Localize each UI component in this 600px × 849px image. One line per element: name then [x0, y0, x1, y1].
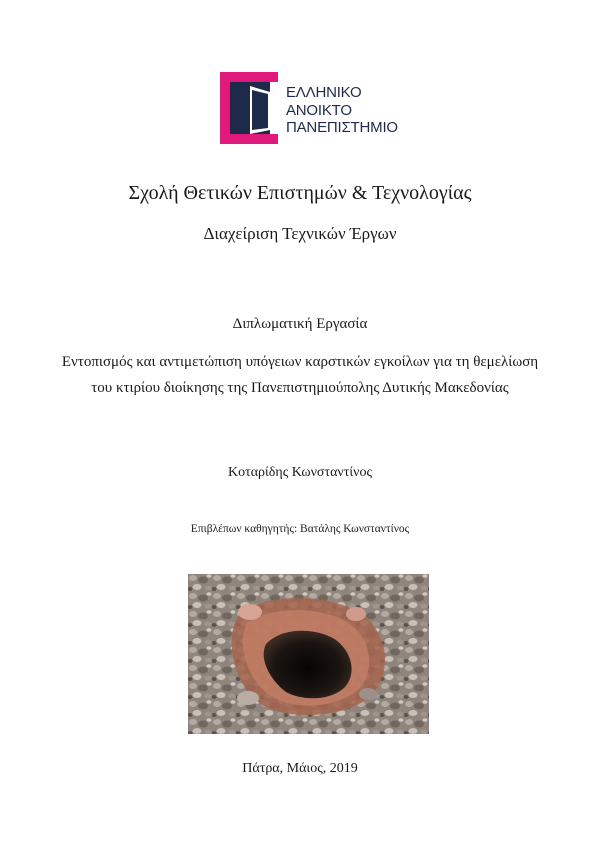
logo-line-1: ΕΛΛΗΝΙΚΟ [286, 84, 362, 101]
thesis-title: Εντοπισμός και αντιμετώπιση υπόγειων καρστικών εγκοίλων για τη θεμελίωση του κτιρίου διοίκησης της Πανεπιστημιούπολης Δυτικής Μακεδονίας [61, 354, 539, 396]
place-and-date: Πάτρα, Μάιος, 2019 [242, 761, 358, 776]
program-name: Διαχείριση Τεχνικών Έργων [203, 224, 397, 243]
thesis-type: Διπλωματική Εργασία [232, 316, 368, 332]
logo-line-2: ΑΝΟΙΚΤΟ [286, 101, 352, 119]
school-name: Σχολή Θετικών Επιστημών & Τεχνολογίας [128, 182, 472, 204]
university-logo-text [286, 84, 398, 137]
author-name: Κοταρίδης Κωνσταντίνος [227, 465, 373, 480]
supervisor-line: Επιβλέπων καθηγητής: Βατάλης Κωνσταντίνος [190, 523, 410, 535]
logo-line-3: ΠΑΝΕΠΙΣΤΗΜΙΟ [286, 119, 398, 136]
karst-cavity-photo [188, 574, 429, 734]
